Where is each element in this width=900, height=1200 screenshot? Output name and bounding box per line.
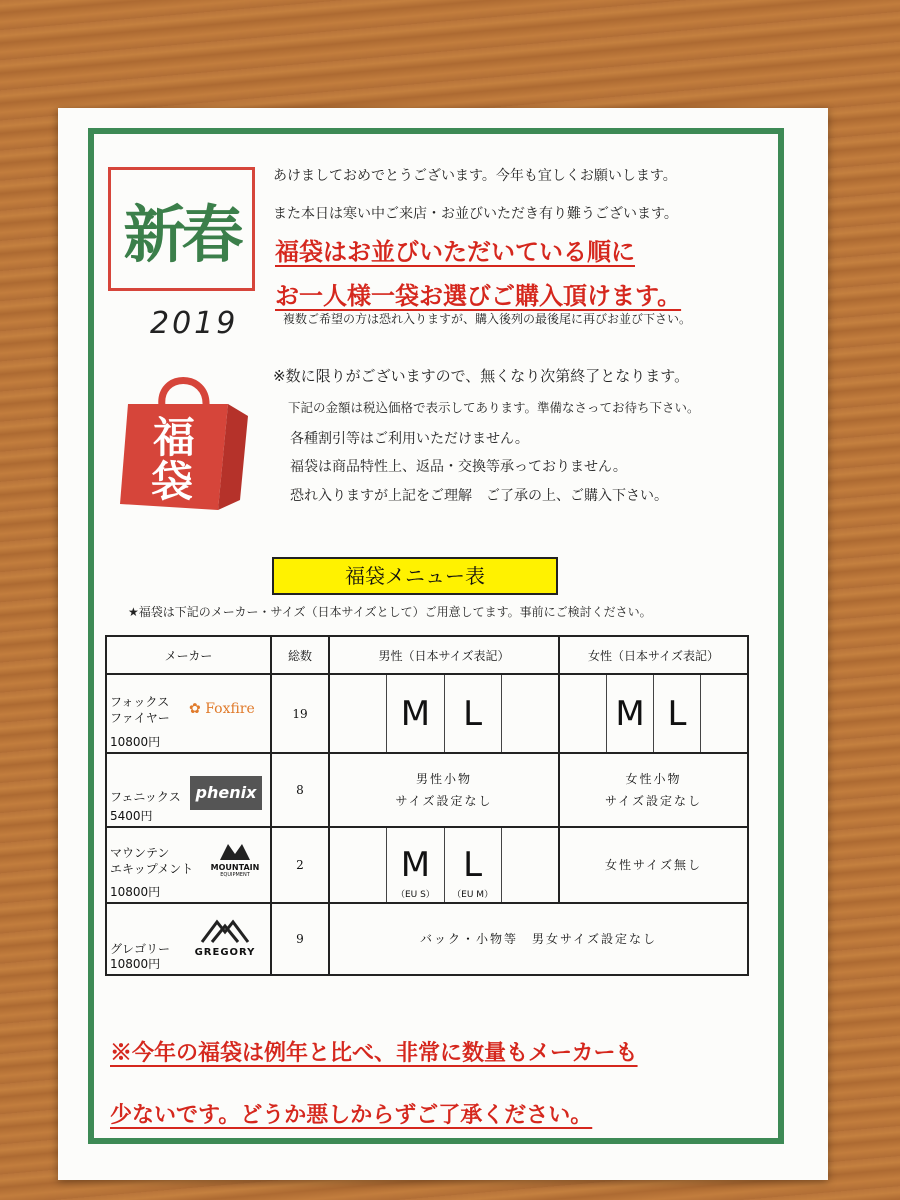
- men-sizes-cell: [329, 753, 559, 827]
- notice-4: 恐れ入りますが上記をご理解 ご了承の上、ご購入下さい。: [290, 488, 668, 504]
- count-cell: 9: [271, 903, 329, 975]
- brand-cell-phenix: [106, 753, 271, 827]
- greeting-line-1: あけましておめでとうございます。今年も宜しくお願いします。: [273, 168, 677, 184]
- brand-name-1: フォックス: [110, 695, 170, 709]
- greeting-line-2: また本日は寒い中ご来店・お並びいただき有り難うございます。: [273, 206, 678, 222]
- bag-char-1: 福: [152, 413, 196, 462]
- highlight-line-2: お一人様一袋お選びご購入頂けます。: [275, 281, 682, 310]
- mountain-logo: [207, 842, 263, 878]
- foxfire-logo-mark-icon: ✿: [189, 701, 201, 717]
- size-slot: [387, 828, 444, 902]
- brand-cell-mountain-equipment: [106, 827, 271, 903]
- size-slot: [560, 675, 607, 752]
- shinshun-stamp: [108, 167, 255, 291]
- brand-name-1: マウンテン: [110, 846, 170, 860]
- brand-cell-foxfire: [106, 674, 271, 753]
- notice-1: 下記の金額は税込価格で表示してあります。準備なさってお待ち下さい。: [288, 400, 700, 415]
- header-count: 総数: [271, 636, 329, 674]
- count-cell: 19: [271, 674, 329, 753]
- size-eu-label: （EU M）: [452, 890, 494, 900]
- closing-line-1: ※今年の福袋は例年と比べ、非常に数量もメーカーも: [110, 1040, 638, 1066]
- men-sizes-cell: [329, 674, 559, 753]
- table-row: [106, 753, 748, 827]
- size-slot: M: [387, 675, 444, 752]
- size-label: L: [463, 845, 483, 885]
- table-row: [106, 827, 748, 903]
- women-note-2: サイズ設定なし: [604, 794, 703, 808]
- brand-price: 10800円: [110, 885, 161, 899]
- men-note-1: 男性小物: [415, 772, 472, 786]
- year-label: 2019: [150, 306, 239, 341]
- foxfire-logo: [189, 701, 255, 717]
- men-note-2: サイズ設定なし: [395, 794, 493, 808]
- brand-price: 10800円: [110, 957, 161, 971]
- bag-char-2: 袋: [150, 457, 194, 506]
- size-slot: [330, 828, 387, 902]
- size-slot: [445, 828, 502, 902]
- count-cell: 8: [271, 753, 329, 827]
- size-slot: M: [607, 675, 654, 752]
- menu-note: ★福袋は下記のメーカー・サイズ（日本サイズとして）ご用意してます。事前にご検討ください。: [128, 605, 652, 619]
- all-sizes-cell: バック・小物等 男女サイズ設定なし: [329, 903, 748, 975]
- mountain-logo-text: MOUNTAIN: [210, 863, 260, 872]
- size-slot: [502, 675, 558, 752]
- notice-main: ※数に限りがございますので、無くなり次第終了となります。: [273, 367, 690, 385]
- brand-name-1: グレゴリー: [110, 942, 171, 956]
- brand-name-1: フェニックス: [110, 790, 181, 804]
- women-sizes-cell: [559, 674, 748, 753]
- brand-price: 10800円: [110, 735, 161, 749]
- size-slot: [701, 675, 747, 752]
- women-sizes-cell: [559, 753, 748, 827]
- women-note-1: 女性小物: [625, 772, 682, 786]
- gregory-logo-text: GREGORY: [194, 947, 256, 958]
- gregory-logo-icon: [200, 918, 250, 944]
- size-slot: [330, 675, 387, 752]
- phenix-logo: phenix: [190, 776, 262, 810]
- table-header-row: [106, 636, 748, 674]
- gregory-logo: [187, 918, 263, 958]
- count-cell: 2: [271, 827, 329, 903]
- size-slot: L: [654, 675, 701, 752]
- stamp-text: 新春: [123, 197, 240, 271]
- size-eu-label: （EU S）: [395, 890, 435, 900]
- brand-name-2: ファイヤー: [110, 711, 170, 725]
- header-men: 男性（日本サイズ表記）: [329, 636, 559, 674]
- women-sizes-cell: 女性サイズ無し: [559, 827, 748, 903]
- menu-title: 福袋メニュー表: [272, 557, 558, 595]
- highlight-line-1: 福袋はお並びいただいている順に: [275, 237, 635, 266]
- foxfire-logo-text: Foxfire: [205, 701, 255, 717]
- size-label: M: [400, 845, 431, 885]
- menu-table: [105, 635, 749, 976]
- notice-2: 各種割引等はご利用いただけません。: [290, 431, 529, 447]
- mountain-logo-sub: EQUIPMENT: [220, 872, 250, 878]
- closing-line-2: 少ないです。どうか悪しからずご了承ください。: [110, 1102, 593, 1128]
- table-row: [106, 903, 748, 975]
- size-slot: L: [445, 675, 502, 752]
- notice-3: 福袋は商品特性上、返品・交換等承っておりません。: [290, 459, 627, 475]
- size-slot: [502, 828, 558, 902]
- brand-name-2: エキップメント: [110, 862, 194, 876]
- header-women: 女性（日本サイズ表記）: [559, 636, 748, 674]
- brand-price: 5400円: [110, 809, 153, 823]
- header-maker: メーカー: [106, 636, 271, 674]
- brand-cell-gregory: [106, 903, 271, 975]
- note-small: 複数ご希望の方は恐れ入りますが、購入後列の最後尾に再びお並び下さい。: [283, 312, 692, 326]
- mountain-logo-icon: [220, 842, 250, 860]
- table-row: [106, 674, 748, 753]
- fukubukuro-bag-icon: [110, 364, 260, 514]
- men-sizes-cell: [329, 827, 559, 903]
